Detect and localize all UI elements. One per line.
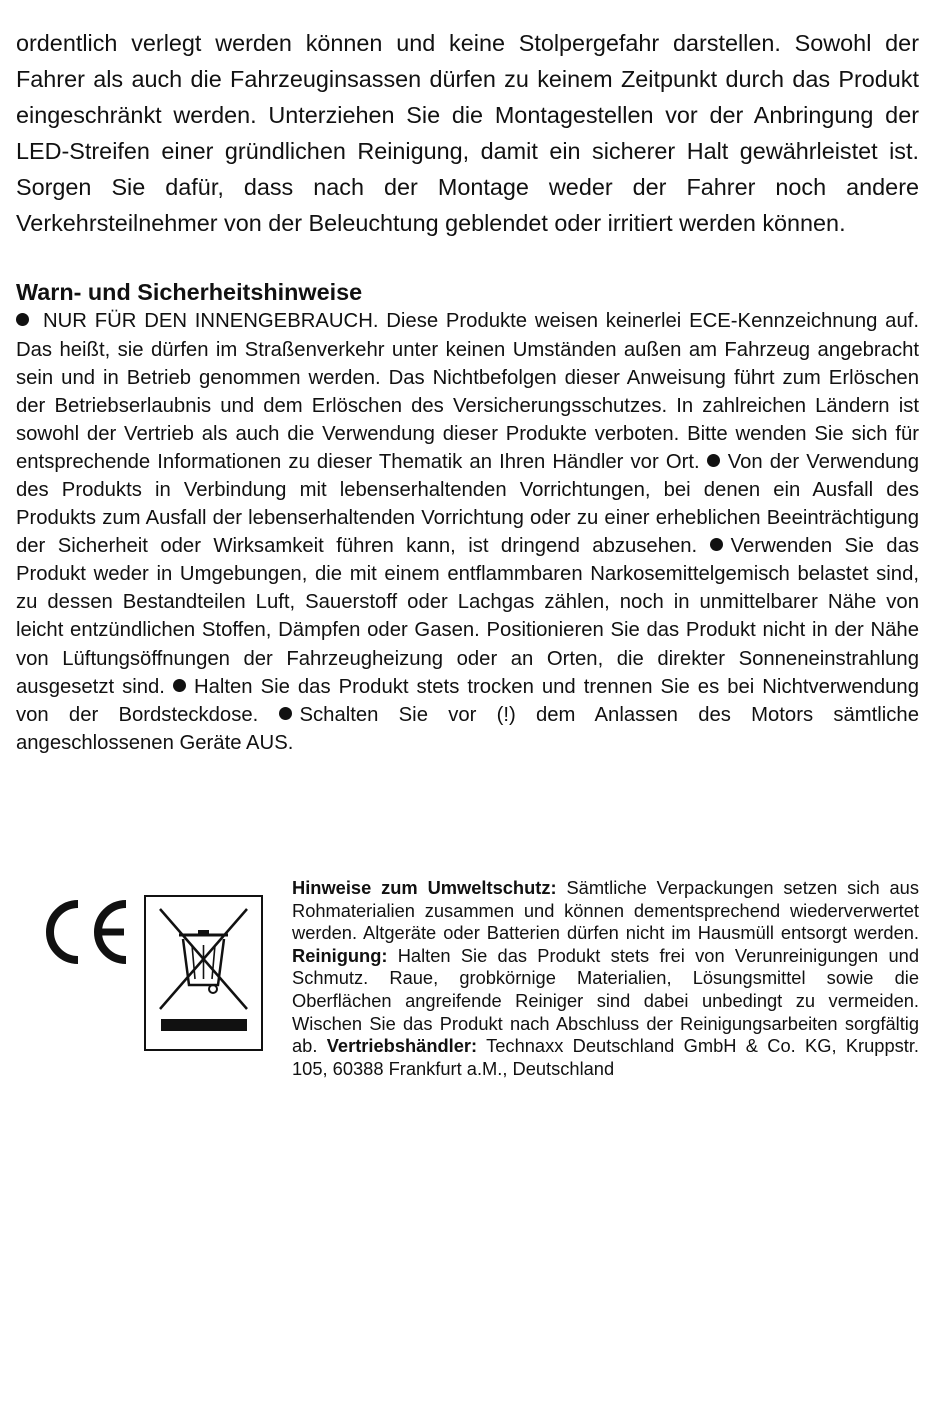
safety-item: NUR FÜR DEN INNENGEBRAUCH. Diese Produkte weisen keinerlei ECE-Kennzeichnung auf. Das heißt, sie dürfen im Straßenverkehr unter keinen Umständen außen am Fahrzeug angebracht sein und in Betrieb genommen werden. Das Nichtbefolgen dieser Anweisung führt zum Erlöschen der Betriebserlaubnis und dem Erlöschen des Versicherungsschutzes. In zahlreichen Ländern ist sowohl der Vertrieb als auch die Verwendung dieser Produkte verboten. Bitte wenden Sie sich für entsprechende Informationen zu dieser Thematik an Ihren Händler vor Ort.	[16, 310, 919, 473]
bullet-icon	[707, 454, 720, 467]
safety-item: Verwenden Sie das Produkt weder in Umgebungen, die mit einem entflammbaren Narkosemittelgemisch belastet sind, zu dessen Bestandteilen Luft, Sauerstoff oder Lachgas zählen, noch in unmittelbarer Nähe von leicht entzündlichen Stoffen, Dämpfen oder Gasen. Positionieren Sie das Produkt nicht in der Nähe von Lüftungsöffnungen der Fahrzeugheizung oder an Orten, die direkter Sonneneinstrahlung ausgesetzt sind.	[16, 535, 919, 698]
crossed-out-wheelie-bin-icon	[146, 897, 261, 1049]
safety-item: Halten Sie das Produkt stets trocken und trennen Sie es bei Nichtverwendung von der Bordsteckdose.	[16, 675, 919, 726]
cleaning-label: Reinigung:	[292, 944, 388, 966]
environment-text: Sämtliche Verpackungen setzen sich aus Rohmaterialien zusammen und können dementsprechend wiederverwertet werden. Altgeräte oder Batterien dürfen nicht im Hausmüll entsorgt werden.	[292, 877, 919, 944]
cleaning-text: Halten Sie das Produkt stets frei von Verunreinigungen und Schmutz. Raue, grobkörnige Materialien, Lösungsmittel sowie die Oberflächen angreifende Reiniger sind dabei unbedingt zu vermeiden. Wischen Sie das Produkt nach Abschluss der Reinigungsarbeiten sorgfältig ab.	[292, 944, 919, 1057]
distributor-text: Technaxx Deutschland GmbH & Co. KG, Kruppstr. 105, 60388 Frankfurt a.M., Deutschland	[292, 1035, 919, 1079]
bullet-icon	[279, 707, 292, 720]
safety-item: Schalten Sie vor (!) dem Anlassen des Motors sämtliche angeschlossenen Geräte AUS.	[16, 703, 919, 754]
safety-paragraph	[16, 307, 919, 757]
safety-item: Von der Verwendung des Produkts in Verbindung mit lebenserhaltenden Vorrichtungen, bei denen ein Ausfall des Produkts zum Ausfall der lebenserhaltenden Vorrichtung oder zu einer erheblichen Beeinträchtigung der Sicherheit oder Wirksamkeit führen kann, ist dringend abzusehen.	[16, 450, 919, 558]
intro-paragraph: ordentlich verlegt werden können und keine Stolpergefahr darstellen. Sowohl der Fahrer als auch die Fahrzeuginsassen dürfen zu keinem Zeitpunkt durch das Produkt eingeschränkt werden. Unterziehen Sie die Montagestellen vor der Anbringung der LED-Streifen einer gründlichen Reinigung, damit ein sicherer Halt gewährleistet ist. Sorgen Sie dafür, dass nach der Montage weder der Fahrer noch andere Verkehrsteilnehmer von der Beleuchtung geblendet oder irritiert werden können.	[16, 30, 919, 236]
document-page	[16, 26, 919, 1079]
environment-label: Hinweise zum Umweltschutz:	[292, 877, 557, 898]
bullet-icon	[710, 538, 723, 551]
safety-heading: Warn- und Sicherheitshinweise	[16, 279, 363, 306]
ce-mark-icon	[38, 898, 132, 966]
bullet-icon	[16, 313, 29, 326]
environment-notes	[292, 877, 919, 1080]
distributor-label: Vertriebshändler:	[326, 1035, 478, 1057]
bullet-icon	[173, 679, 186, 692]
weee-symbol-box	[144, 895, 263, 1051]
environment-section	[16, 871, 919, 1101]
